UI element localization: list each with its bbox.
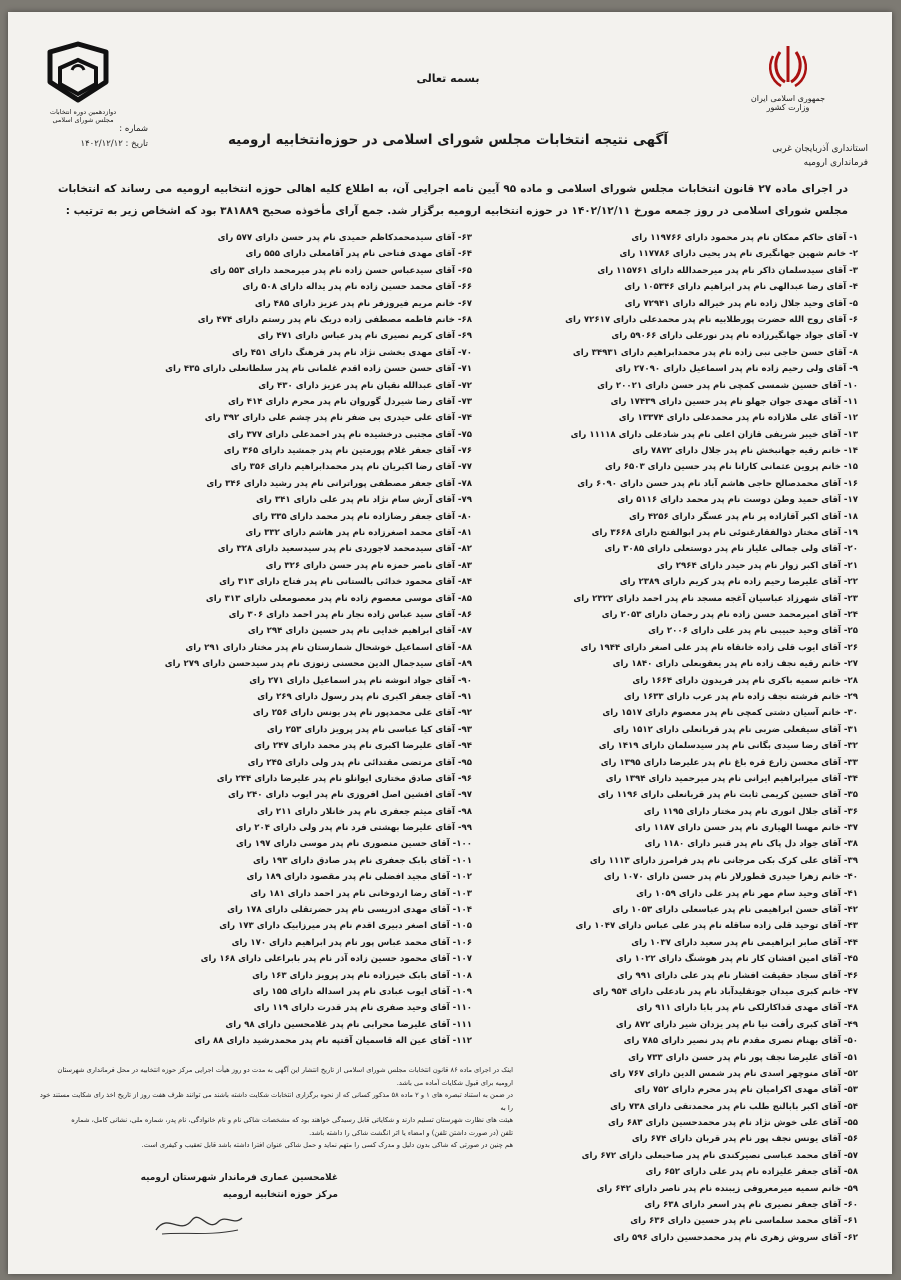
- legal-notes: [38, 1064, 513, 1152]
- number-label: شماره :: [119, 124, 148, 134]
- candidate-row: ۱۱۱- آقای علیرضا محرابی نام پدر غلامحسین دارای ۹۸ رای: [225, 1019, 472, 1030]
- candidate-row: ۴۱- آقای وحید سام مهر نام پدر علی دارای ۱۰۵۹ رای: [636, 888, 858, 899]
- candidate-row: ۶۹- آقای کریم نصیری نام پدر عباس دارای ۴۷۱ رای: [257, 331, 472, 342]
- candidate-row: ۳۵- آقای حسین کریمی ثابت نام پدر قربانعلی دارای ۱۱۹۶ رای: [597, 790, 858, 801]
- candidate-row: ۴۹- آقای کبری رأفت نیا نام پدر یزدان شیر دارای ۸۷۲ رای: [615, 1019, 858, 1030]
- candidate-row: ۹۴- آقای علیرضا اکبری نام پدر محمد دارای ۲۴۷ رای: [254, 741, 472, 752]
- candidate-row: ۱۰۵- آقای اصغر دبیری اقدم نام پدر میرزابیک دارای ۱۷۳ رای: [219, 921, 472, 932]
- candidate-row: ۹۲- آقای علی محمدپور نام پدر یونس دارای ۲۵۶ رای: [252, 708, 472, 719]
- ministry-line-2: وزارت کشور: [766, 103, 810, 112]
- candidate-row: ۱۱۰- آقای وحید صفری نام پدر قدرت دارای ۱۱۹ رای: [253, 1003, 472, 1014]
- candidate-row: ۸۱- آقای محمد اصغرزاده نام پدر هاشم دارای ۳۳۲ رای: [245, 528, 472, 539]
- candidate-row: ۷۱- آقای حسن حسن زاده اقدم غلمانی نام پدر سلطانعلی دارای ۴۳۵ رای: [165, 364, 472, 375]
- candidate-row: ۹۵- آقای مرتضی مقتدائی نام پدر ولی دارای ۲۴۵ رای: [247, 757, 472, 768]
- candidate-row: ۴۴- آقای صابر ابراهیمی نام پدر سعید دارای ۱۰۳۷ رای: [631, 937, 858, 948]
- candidate-row: ۱۱- آقای مهدی جوان جهلو نام پدر حسین دارای ۱۷۴۳۹ رای: [610, 396, 858, 407]
- candidate-row: ۸۳- آقای ناصر حمزه نام پدر حسن دارای ۳۲۶ رای: [265, 560, 472, 571]
- candidate-row: ۳۱- آقای سیفعلی ضربی نام پدر قربانعلی دارای ۱۵۱۲ رای: [613, 724, 858, 735]
- candidate-row: ۲۱- آقای اکبر زوار نام پدر حیدر دارای ۲۹۶۴ رای: [656, 560, 858, 571]
- ballot-box-icon: [38, 42, 118, 104]
- candidate-row: ۳۷- خانم مهسا الهیاری نام پدر حسن دارای ۱۱۸۷ رای: [634, 823, 858, 834]
- candidate-row: ۱۰۶- آقای محمد عباس پور نام پدر ابراهیم دارای ۱۷۰ رای: [231, 937, 472, 948]
- candidate-row: ۱۰- آقای حسین شمسی کمچی نام پدر حسن دارای ۲۰۰۲۱ رای: [597, 380, 858, 391]
- candidate-row: ۲۸- خانم سمیه باکری نام پدر فریدون دارای ۱۶۶۴ رای: [632, 675, 858, 686]
- handwritten-signature: [148, 1202, 248, 1246]
- candidate-row: ۶۵- آقای سیدعباس حسن زاده نام پدر میرمحمد دارای ۵۵۳ رای: [209, 265, 472, 276]
- candidate-row: ۸۴- آقای محمود خدائی بالستانی نام پدر فتاح دارای ۳۱۳ رای: [219, 577, 472, 588]
- candidate-row: ۷۰- آقای مهدی بخشی نژاد نام پدر فرهنگ دارای ۴۵۱ رای: [231, 347, 472, 358]
- candidate-row: ۳۲- آقای رضا سیدی بگانی نام پدر سیدسلمان دارای ۱۴۱۹ رای: [598, 741, 858, 752]
- candidate-row: ۸۷- آقای ابراهیم خدایی نام پدر حسین دارای ۲۹۴ رای: [247, 626, 472, 637]
- candidate-row: ۳۶- آقای جلال انوری نام پدر مختار دارای ۱۱۹۵ رای: [643, 806, 858, 817]
- page-title: آگهی نتیجه انتخابات مجلس شورای اسلامی در حوزه‌انتخابیه ارومیه: [228, 132, 668, 148]
- candidate-row: ۷- آقای جواد جهانگیرزاده نام پدر نورعلی دارای ۵۹۰۶۶ رای: [611, 331, 858, 342]
- candidate-row: ۲۵- آقای وحید حبیبی نام پدر علی دارای ۲۰۰۶ رای: [648, 626, 858, 637]
- candidate-row: ۱۰۴- آقای مهدی ادریسی نام پدر حضرتقلی دارای ۱۷۸ رای: [227, 905, 472, 916]
- candidate-row: ۵۶- آقای یونس نجف پور نام پدر قربان دارای ۶۷۴ رای: [631, 1134, 858, 1145]
- signatory: [138, 1170, 338, 1204]
- candidate-row: ۴۵- آقای امین افشان کار نام پدر هوشنگ دارای ۱۰۲۲ رای: [615, 954, 858, 965]
- note-line: هیئت های نظارت شهرستان تسلیم دارند و شکایاتی قابل رسیدگی خواهند بود که مشخصات شاکی نام و نام خانوادگی، نام پدر، شماره ملی، نشانی کامل، شماره: [71, 1116, 513, 1124]
- org-line-2: فرمانداری ارومیه: [803, 158, 868, 168]
- candidate-row: ۳- آقای سیدسلمان ذاکر نام پدر میرحمدالله دارای ۱۱۵۷۶۱ رای: [597, 265, 858, 276]
- candidate-row: ۶۶- آقای محمد حسین زاده نام پدر یداله دارای ۵۰۸ رای: [242, 282, 472, 293]
- candidate-row: ۱۰۹- آقای ایوب عبادی نام پدر اسداله دارای ۱۵۵ رای: [252, 986, 472, 997]
- signatory-name: غلامحسین عماری فرماندار شهرستان ارومیه: [140, 1173, 338, 1183]
- candidate-row: ۹- آقای ولی رحیم زاده نام پدر اسماعیل دارای ۲۷۰۹۰ رای: [615, 364, 858, 375]
- candidate-row: ۹۳- آقای کیا عباسی نام پدر پرویز دارای ۲۵۳ رای: [266, 724, 472, 735]
- signature-scribble-icon: [148, 1202, 248, 1242]
- candidate-row: ۲۷- خانم رقیه نجف زاده نام پدر یعقوبعلی دارای ۱۸۴۰ رای: [612, 659, 858, 670]
- candidate-row: ۹۶- آقای صادق مختاری ایوانلو نام پدر علیرضا دارای ۲۴۴ رای: [216, 773, 472, 784]
- candidate-row: ۳۰- خانم آسیان دشتی کمچی نام پدر معصوم دارای ۱۵۱۷ رای: [602, 708, 858, 719]
- intro-paragraph: در اجرای ماده ۲۷ قانون انتخابات مجلس شورای اسلامی و ماده ۹۵ آیین نامه اجرایی آن، به اطلاع کلیه اهالی حوزه انتخابیه ارومیه می رساند که انتخابات مجلس شورای اسلامی در روز جمعه مورخ ۱۴۰۲/۱۲/۱۱ در حوزه انتخابیه ارومیه برگزار شد. جمع آرای مأخوذه صحیح ۳۸۱۸۸۹ بود که اشخاص زیر به ترتیب :: [58, 183, 848, 217]
- candidate-row: ۶۴- آقای مهدی فتاحی نام پدر آقامعلی دارای ۵۵۵ رای: [245, 249, 472, 260]
- candidate-row: ۹۱- آقای جعفر اکبری نام پدر رسول دارای ۲۶۹ رای: [257, 691, 472, 702]
- candidate-row: ۶۱- آقای محمد سلماسی نام پدر حسین دارای ۶۳۶ رای: [630, 1216, 858, 1227]
- candidate-row: ۲۶- آقای ایوب قلی زاده خانقاه نام پدر علی اصغر دارای ۱۹۴۴ رای: [580, 642, 858, 653]
- emblem-line-1: دوازدهمین دوره انتخابات: [49, 108, 117, 116]
- candidate-row: ۶۳- آقای سیدمحمدکاظم حمیدی نام پدر حسن دارای ۵۷۷ رای: [217, 233, 472, 243]
- candidate-row: ۹۸- آقای میثم جعفری نام پدر خانلار دارای ۲۱۱ رای: [257, 806, 472, 817]
- emblem-line-2: مجلس شورای اسلامی: [52, 116, 114, 124]
- letter-meta: [38, 122, 148, 152]
- candidate-row: ۲۲- آقای علیرضا رحیم زاده نام پدر کریم دارای ۲۳۸۹ رای: [619, 577, 858, 588]
- candidate-row: ۹۹- آقای علیرضا بهشتی فرد نام پدر ولی دارای ۲۰۴ رای: [235, 823, 472, 834]
- candidate-row: ۲۰- آقای ولی جمالی علیار نام پدر دوستعلی دارای ۳۰۸۵ رای: [604, 544, 858, 555]
- candidate-row: ۷۴- آقای علی حیدری بی ضفر نام پدر چشم علی دارای ۳۹۲ رای: [204, 413, 472, 424]
- candidate-row: ۵۲- آقای منوچهر اسدی نام پدر شمس الدین دارای ۷۶۷ رای: [609, 1068, 858, 1079]
- basmala-heading: بسمه تعالی: [416, 72, 480, 85]
- candidate-row: ۵- آقای وحید جلال زاده نام پدر خیراله دارای ۷۲۹۴۱ رای: [624, 298, 858, 309]
- candidate-row: ۵۹- خانم سمیه میرمعروفی زیبنده نام پدر ناصر دارای ۶۴۲ رای: [596, 1183, 858, 1194]
- note-line: در ضمن به استناد تبصره های ۱ و ۲ ماده ۵۸ مذکور کسانی که از نحوه برگزاری انتخابات شکایت داشته باشند می توانند ظرف هفت روز از تاریخ اخذ رای شکایت مستند خود را به: [39, 1091, 513, 1112]
- candidate-row: ۲۴- آقای امیرمحمد حسن زاده نام پدر رحمان دارای ۲۰۵۳ رای: [601, 609, 858, 620]
- candidate-row: ۴۲- آقای حسن ابراهیمی نام پدر عباسعلی دارای ۱۰۵۳ رای: [612, 905, 858, 916]
- candidate-row: ۶۷- خانم مریم فیروزفر نام پدر عزیز دارای ۴۸۵ رای: [254, 298, 472, 309]
- candidate-row: ۱۹- آقای مختار ذوالفقارغنوئی نام پدر ابوالفتح دارای ۳۶۶۸ رای: [591, 528, 858, 539]
- candidate-row: ۵۷- آقای محمد عباسی نصیرکندی نام پدر صاحبعلی دارای ۶۷۲ رای: [581, 1150, 858, 1161]
- candidate-row: ۸- آقای حسن حاجی نبی زاده نام پدر محمدابراهیم دارای ۳۴۹۳۱ رای: [572, 347, 858, 358]
- candidate-row: ۳۹- آقای علی کرک بکی مرجانی نام پدر فرامرز دارای ۱۱۱۳ رای: [589, 855, 858, 866]
- ministry-emblem: [748, 42, 828, 112]
- candidate-row: ۱- آقای حاکم ممکان نام پدر محمود دارای ۱۱۹۷۶۶ رای: [631, 233, 858, 243]
- candidate-row: ۱۰۸- آقای بابک خیرزاده نام پدر پرویز دارای ۱۶۳ رای: [252, 970, 472, 981]
- org-line-1: استانداری آذربایجان غربی: [772, 144, 868, 154]
- note-line: اینک در اجرای ماده ۸۶ قانون انتخابات مجلس شورای اسلامی از تاریخ انتشار این آگهی به مدت دو روز هیأت اجرایی مرکز حوزه انتخابیه در محل فرمانداری شهرستان ارومیه برای قبول شکایات آماده می باشد.: [57, 1066, 513, 1087]
- candidate-row: ۵۸- آقای جعفر علیزاده نام پدر علی دارای ۶۵۲ رای: [645, 1167, 858, 1178]
- note-line: تلفن (در صورت داشتن تلفن) و امضاء یا اثر انگشت شاکی را داشته باشد.: [309, 1128, 513, 1137]
- candidate-row: ۱۰۷- آقای محمود حسین زاده آذر نام پدر بابراعلی دارای ۱۶۸ رای: [200, 954, 472, 965]
- candidate-row: ۴۸- آقای مهدی قداکارلکی نام پدر بابا دارای ۹۱۱ رای: [636, 1003, 858, 1014]
- candidate-row: ۸۲- آقای سیدمحمد لاجوردی نام پدر سیدسعید دارای ۳۲۸ رای: [217, 544, 472, 555]
- candidate-row: ۸۵- آقای موسی معصوم زاده نام پدر معصومعلی دارای ۳۱۳ رای: [205, 593, 472, 604]
- candidate-row: ۹۷- آقای افشین اصل افروزی نام پدر ایوب دارای ۲۴۰ رای: [228, 790, 472, 801]
- candidate-row: ۸۸- آقای اسماعیل خوشحال شمارستان نام پدر مختار دارای ۲۹۱ رای: [185, 642, 472, 653]
- candidate-row: ۸۹- آقای سیدجمال الدین محسنی زنوزی نام پدر سیدحسن دارای ۲۷۹ رای: [164, 659, 472, 670]
- candidate-row: ۳۴- آقای میرابراهیم ایرانی نام پدر میرحمید دارای ۱۳۹۴ رای: [605, 773, 858, 784]
- candidate-row: ۶۸- خانم فاطمه مصطفی زاده دربک نام پدر رستم دارای ۴۷۴ رای: [197, 314, 472, 325]
- signatory-role: مرکز حوزه انتخابیه ارومیه: [222, 1190, 338, 1200]
- candidate-row: ۴۳- آقای توحید قلی زاده ساقله نام پدر علی عباس دارای ۱۰۴۷ رای: [575, 921, 858, 932]
- candidate-row: ۱۱۲- آقای عین اله قاسمیان آقتپه نام پدر محمدرشید دارای ۸۸ رای: [194, 1036, 472, 1047]
- candidate-row: ۷۵- آقای مجتبی درخشیده نام پدر احمدعلی دارای ۳۷۷ رای: [227, 429, 472, 440]
- candidate-row: ۶- آقای روح الله حضرت پورطلابیه نام پدر محمدعلی دارای ۷۲۶۱۷ رای: [565, 314, 858, 325]
- candidate-row: ۲۹- خانم فرشته نجف زاده نام پدر عرب دارای ۱۶۳۳ رای: [623, 691, 858, 702]
- candidate-row: ۴۰- خانم زهرا حیدری قطورلار نام پدر حسن دارای ۱۰۷۰ رای: [603, 872, 858, 883]
- candidate-row: ۲- خانم شهین جهانگیری نام پدر یحیی دارای ۱۱۷۷۸۶ رای: [619, 249, 858, 260]
- candidate-row: ۱۰۳- آقای رضا اردوخانی نام پدر احمد دارای ۱۸۱ رای: [250, 888, 472, 899]
- document-page: [8, 12, 892, 1274]
- candidate-row: ۵۵- آقای علی خوش نژاد نام پدر محمدحسین دارای ۶۸۳ رای: [607, 1118, 858, 1129]
- candidate-row: ۷۲- آقای عبدالله نقیان نام پدر عزیز دارای ۴۳۰ رای: [258, 380, 472, 391]
- iran-emblem-icon: [763, 42, 813, 90]
- candidate-row: ۵۳- آقای مهدی اکرامیان نام پدر محرم دارای ۷۵۲ رای: [634, 1085, 858, 1096]
- candidate-row: ۱۸- آقای اکبر آقازاده پر نام پدر عسگر دارای ۴۲۵۶ رای: [629, 511, 858, 522]
- candidate-row: ۴۷- خانم کبری میدان جوتقلیدآباد نام پدر نادعلی دارای ۹۵۴ رای: [592, 986, 858, 997]
- candidate-row: ۴- آقای رضا عبدالهی نام پدر ابراهیم دارای ۱۰۵۳۴۶ رای: [624, 282, 858, 293]
- candidate-row: ۱۰۲- آقای مجید افضلی نام پدر مقصود دارای ۱۸۹ رای: [246, 872, 472, 883]
- candidate-row: ۱۷- آقای حمید وطن دوست نام پدر محمد دارای ۵۱۱۶ رای: [617, 495, 858, 506]
- candidate-row: ۵۱- آقای علیرضا نجف پور نام پدر حسن دارای ۷۳۳ رای: [628, 1052, 858, 1063]
- candidate-row: ۱۵- خانم پروین عثمانی کارانا نام پدر حسین دارای ۶۵۰۳ رای: [604, 462, 858, 473]
- candidate-row: ۷۷- آقای رضا اکبریان نام پدر محمدابراهیم دارای ۳۵۶ رای: [230, 462, 472, 473]
- candidate-row: ۴۶- آقای سجاد حقیقت افشار نام پدر علی دارای ۹۹۱ رای: [616, 970, 858, 981]
- candidate-row: ۲۳- آقای شهرزاد عباسیان آغجه مسجد نام پدر احمد دارای ۲۳۲۲ رای: [573, 593, 858, 604]
- candidate-row: ۶۰- آقای جعفر نصیری نام پدر اسعر دارای ۶۳۸ رای: [644, 1200, 858, 1211]
- candidate-row: ۱۰۱- آقای بابک جعفری نام پدر صادق دارای ۱۹۳ رای: [252, 855, 472, 866]
- candidate-row: ۱۳- آقای خیبر شریفی قازان اعلی نام پدر شادعلی دارای ۱۱۱۱۸ رای: [570, 429, 858, 440]
- candidate-row: ۳۳- آقای محسن زارع قره باغ نام پدر علیرضا دارای ۱۳۹۵ رای: [600, 757, 858, 768]
- candidate-row: ۵۰- آقای بهنام نصری مقدم نام پدر نصیر دارای ۷۸۵ رای: [623, 1036, 858, 1047]
- candidate-row: ۷۸- آقای جعفر مصطفی پوراترانی نام پدر رشید دارای ۳۴۶ رای: [206, 478, 472, 489]
- candidate-row: ۷۶- آقای جعفر غلام پورمتین نام پدر جمشید دارای ۳۶۵ رای: [223, 446, 472, 457]
- candidate-row: ۱۶- آقای محمدصالح حاجی هاشم آباد نام پدر حسن دارای ۶۰۹۰ رای: [577, 478, 858, 489]
- date-label: تاریخ : ۱۴۰۲/۱۲/۱۲: [80, 139, 148, 149]
- candidate-list-left: [164, 230, 472, 1050]
- ministry-line-1: جمهوری اسلامی ایران: [750, 94, 826, 103]
- candidate-row: ۱۰۰- آقای حسین منصوری نام پدر موسی دارای ۱۹۷ رای: [235, 839, 472, 850]
- issuing-organization: [718, 142, 868, 170]
- candidate-row: ۵۴- آقای اکبر بابالنج طلب نام پدر محمدتقی دارای ۷۳۸ رای: [610, 1101, 858, 1112]
- candidate-row: ۳۸- آقای جواد دل پاک نام پدر قنبر دارای ۱۱۸۰ رای: [644, 839, 858, 850]
- election-emblem: [38, 42, 128, 124]
- candidate-row: ۹۰- آقای جواد انوشه نام پدر اسماعیل دارای ۲۷۱ رای: [249, 675, 472, 686]
- candidate-row: ۱۲- آقای علی ملازاده نام پدر محمدعلی دارای ۱۳۳۷۴ رای: [618, 413, 858, 424]
- candidate-row: ۶۲- آقای سروش زهری نام پدر محمدحسین دارای ۵۹۶ رای: [613, 1232, 858, 1243]
- candidate-list-right: [558, 230, 858, 1246]
- candidate-row: ۷۹- آقای آرش سام نژاد نام پدر علی دارای ۳۴۱ رای: [256, 495, 472, 506]
- candidate-row: ۸۰- آقای جعفر رضازاده نام پدر محمد دارای ۳۳۵ رای: [252, 511, 472, 522]
- candidate-row: ۷۳- آقای رضا شیردل گوروان نام پدر محرم دارای ۴۱۴ رای: [228, 396, 472, 407]
- note-line: هم چنین در صورتی که شاکی بدون دلیل و مدرک کسی را متهم نماید و حمل شاکی عنوان افترا داشته باشد قابل تعقیب و کیفری است.: [141, 1141, 513, 1149]
- candidate-row: ۸۶- آقای سید عباس زاده نجار نام پدر احمد دارای ۳۰۶ رای: [228, 609, 472, 620]
- candidate-row: ۱۴- خانم رقیه جهانبخش نام پدر جلال دارای ۷۸۷۲ رای: [632, 446, 858, 457]
